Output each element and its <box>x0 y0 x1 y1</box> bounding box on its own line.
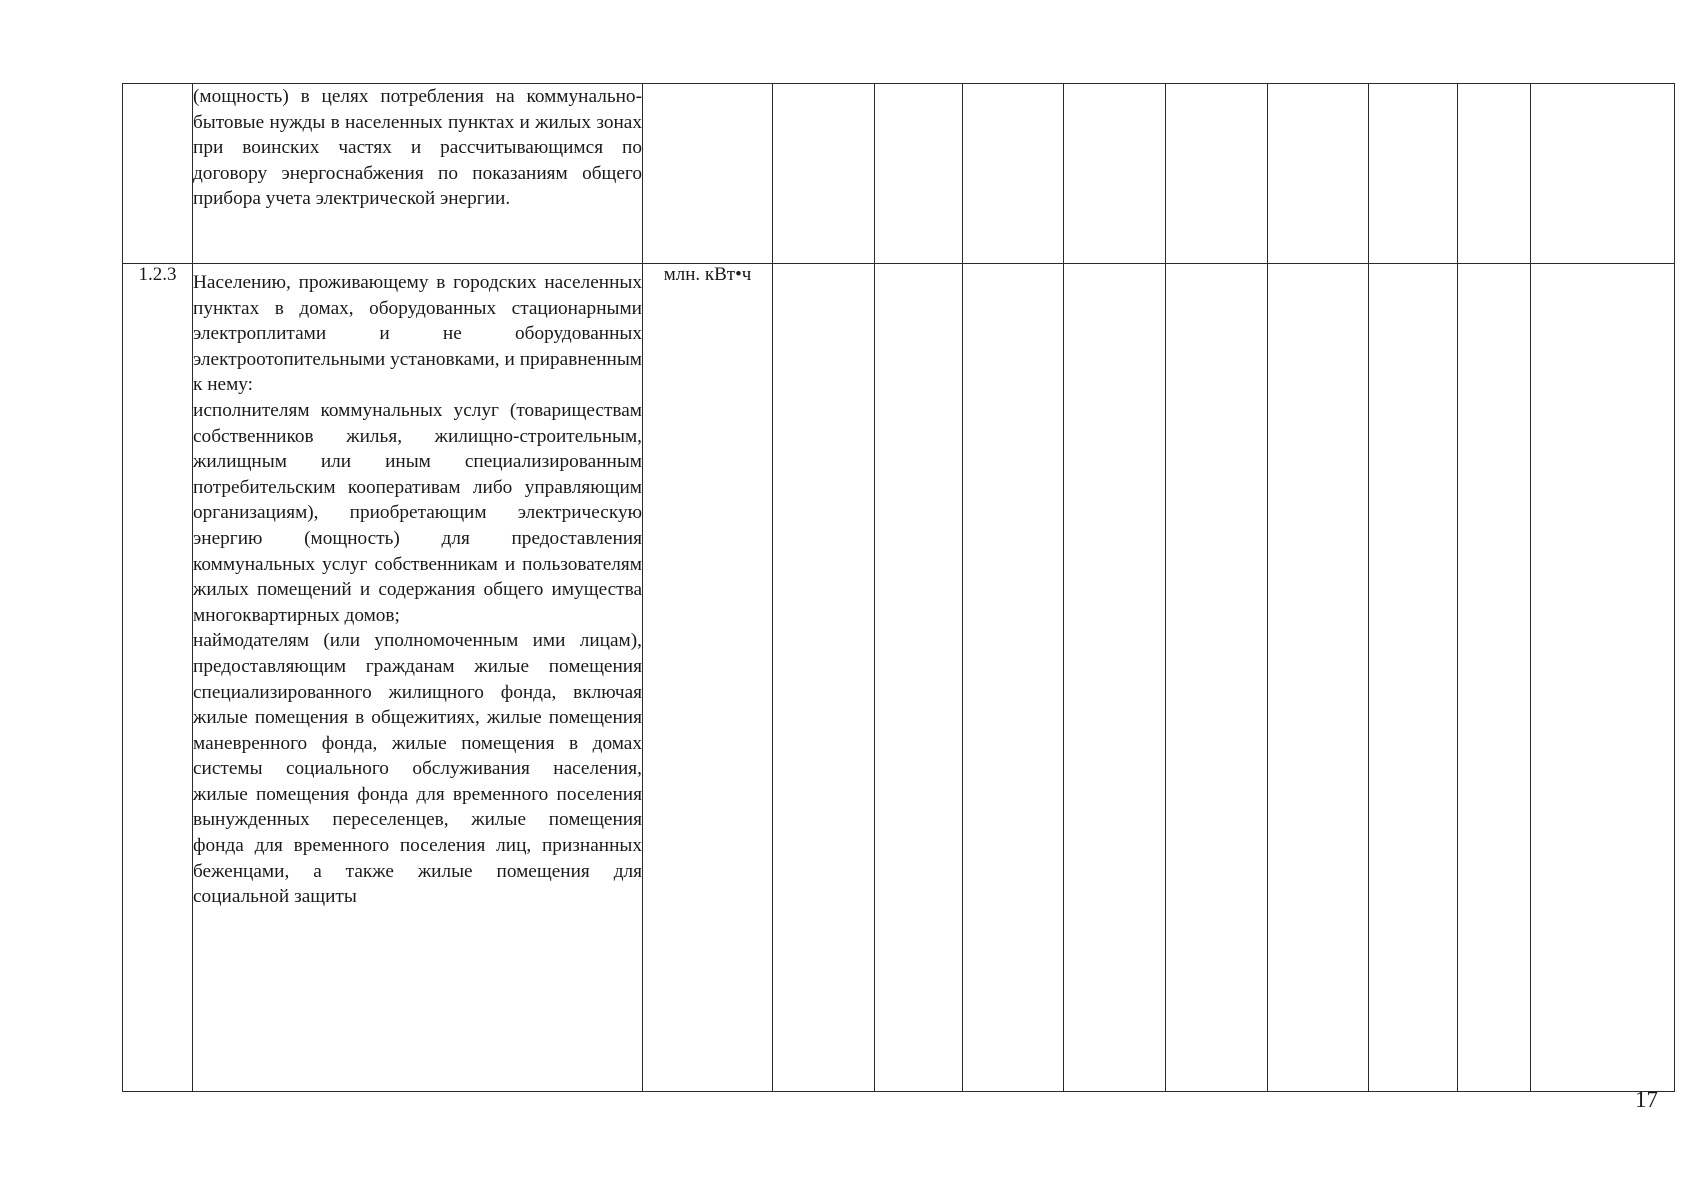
value-cell <box>773 84 875 264</box>
unit-cell <box>643 84 773 264</box>
value-cell <box>963 84 1064 264</box>
table-row <box>123 84 1675 264</box>
value-cell <box>1166 264 1268 1092</box>
value-cell <box>1531 264 1675 1092</box>
value-cell <box>1166 84 1268 264</box>
description-paragraph: (мощность) в целях потребления на коммунально-бытовые нужды в населенных пунктах и жилых зонах при воинских частях и рассчитывающимся по договору энергоснабжения по показаниям общего прибора учета электрической энергии. <box>193 86 642 210</box>
value-cell <box>1458 264 1531 1092</box>
description-paragraph: исполнителям коммунальных услуг (товариществам собственников жилья, жилищно-строительным, жилищным или иным специализированным потребительским кооперативам либо управляющим организациям), приобретающим электрическую энергию (мощность) для предоставления коммунальных услуг собственникам и пользователям жилых помещений и содержания общего имущества многоквартирных домов; <box>193 399 642 626</box>
value-cell <box>1268 84 1369 264</box>
value-cell <box>773 264 875 1092</box>
description-paragraph: наймодателям (или уполномоченным ими лицам), предоставляющим гражданам жилые помещения специализированного жилищного фонда, включая жилые помещения в общежитиях, жилые помещения маневренного фонда, жилые помещения в домах системы социального обслуживания населения, жилые помещения фонда для временного поселения вынужденных переселенцев, жилые помещения фонда для временного поселения лиц, признанных беженцами, а также жилые помещения для социальной защиты <box>193 630 642 908</box>
description-paragraph: Населению, проживающему в городских населенных пунктах в домах, оборудованных стационарными электроплитами и не оборудованных электроотопительными установками, и приравненным к нему: <box>193 272 642 396</box>
row-description-cell <box>193 84 643 264</box>
value-cell <box>1369 264 1458 1092</box>
value-cell <box>1064 84 1166 264</box>
value-cell <box>875 264 963 1092</box>
row-number-cell: 1.2.3 <box>123 264 193 1092</box>
value-cell <box>875 84 963 264</box>
page-number: 17 <box>1635 1087 1658 1112</box>
value-cell <box>1531 84 1675 264</box>
value-cell <box>1458 84 1531 264</box>
value-cell <box>1064 264 1166 1092</box>
tariff-table <box>122 83 1675 1092</box>
row-description-cell <box>193 264 643 1092</box>
value-cell <box>963 264 1064 1092</box>
row-number-cell <box>123 84 193 264</box>
value-cell <box>1369 84 1458 264</box>
value-cell <box>1268 264 1369 1092</box>
table-row <box>123 264 1675 1092</box>
unit-cell: млн. кВт•ч <box>643 264 773 1092</box>
